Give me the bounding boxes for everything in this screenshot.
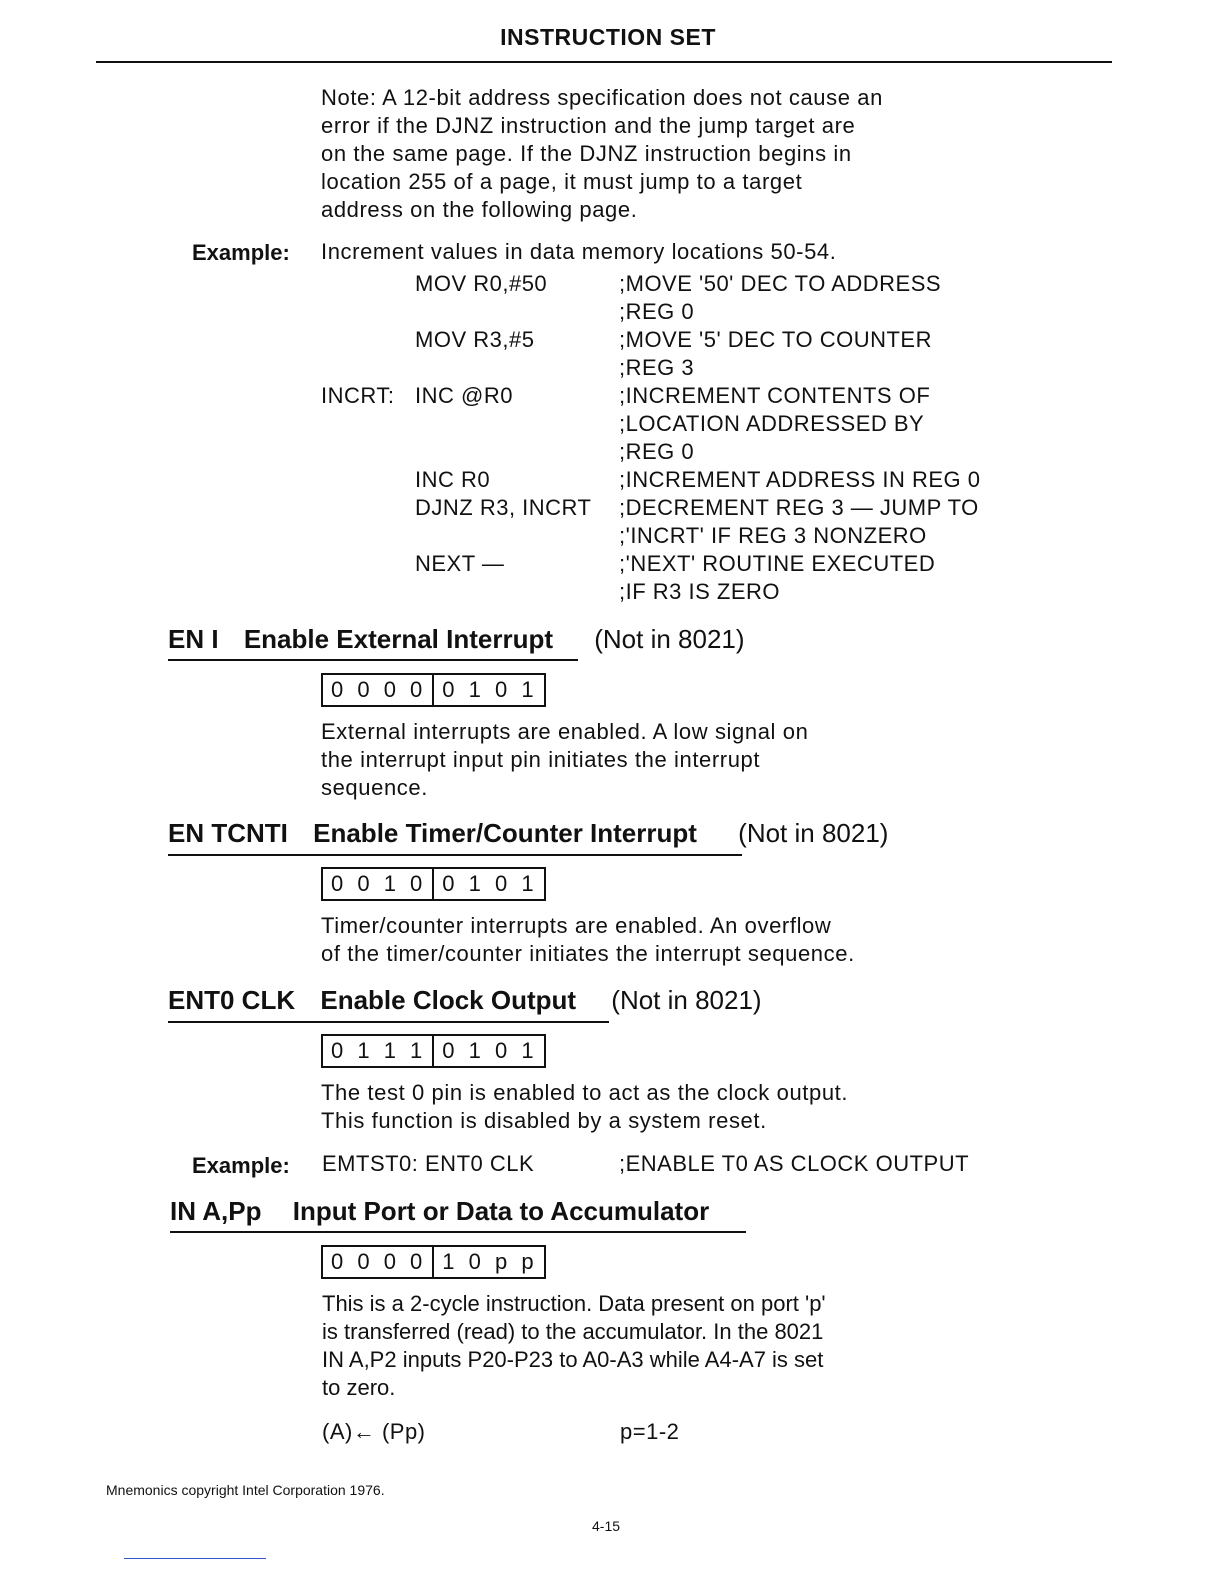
description-line: This function is disabled by a system reset.: [321, 1108, 767, 1133]
heading-underline: [168, 1021, 609, 1023]
description-line: Timer/counter interrupts are enabled. An overflow: [321, 913, 832, 938]
instruction-description: [321, 1079, 848, 1135]
code-comment: ;MOVE '50' DEC TO ADDRESS: [619, 271, 942, 296]
opcode-high-nibble: 0 0 1 0: [331, 871, 427, 896]
code-instr: MOV R3,#5: [415, 327, 535, 352]
formula-operation: (A)← (Pp): [322, 1419, 426, 1444]
header-divider: [96, 61, 1112, 63]
code-instr: NEXT —: [415, 551, 505, 576]
instruction-heading: [168, 624, 745, 655]
opcode-high-nibble: 0 0 0 0: [331, 677, 427, 702]
note-line: location 255 of a page, it must jump to a target: [321, 169, 803, 194]
opcode-low-nibble: 0 1 0 1: [432, 869, 543, 899]
example-intro: Increment values in data memory locations 50-54.: [321, 239, 837, 264]
formula-range: p=1-2: [620, 1419, 680, 1444]
code-comment: ;'NEXT' ROUTINE EXECUTED: [619, 551, 936, 576]
copyright-note: Mnemonics copyright Intel Corporation 1976.: [106, 1482, 385, 1498]
note-line: on the same page. If the DJNZ instruction begins in: [321, 141, 852, 166]
instruction-description: [321, 718, 808, 802]
instruction-description: [322, 1290, 826, 1402]
description-line: the interrupt input pin initiates the interrupt: [321, 747, 761, 772]
opcode-box: [321, 673, 546, 707]
opcode-low-nibble: 0 1 0 1: [432, 675, 543, 705]
instruction-mnemonic: IN A,Pp: [170, 1196, 262, 1226]
code-comment: ;REG 0: [619, 439, 695, 464]
opcode-high-nibble: 0 0 0 0: [331, 1249, 427, 1274]
note-line: error if the DJNZ instruction and the jump target are: [321, 113, 856, 138]
code-comment: ;LOCATION ADDRESSED BY: [619, 411, 925, 436]
instruction-mnemonic: EN I: [168, 624, 219, 654]
code-label: INCRT:: [321, 383, 395, 408]
code-instr: EMTST0: ENT0 CLK: [322, 1151, 535, 1176]
description-line: is transferred (read) to the accumulator. In the 8021: [322, 1319, 824, 1344]
heading-underline: [168, 659, 578, 661]
availability-note: (Not in 8021): [611, 985, 762, 1015]
description-line: The test 0 pin is enabled to act as the clock output.: [321, 1080, 849, 1105]
page-title: INSTRUCTION SET: [500, 24, 716, 50]
instruction-mnemonic: ENT0 CLK: [168, 985, 296, 1015]
instruction-mnemonic: EN TCNTI: [168, 818, 288, 848]
opcode-high-nibble: 0 1 1 1: [331, 1038, 427, 1063]
note-paragraph: [321, 84, 883, 224]
heading-underline: [168, 854, 742, 856]
instruction-heading: [170, 1196, 709, 1227]
opcode-box: [321, 867, 546, 901]
footer-rule: [124, 1558, 266, 1559]
code-comment: ;INCREMENT ADDRESS IN REG 0: [619, 467, 981, 492]
instruction-title: Input Port or Data to Accumulator: [292, 1196, 710, 1226]
description-line: External interrupts are enabled. A low signal on: [321, 719, 809, 744]
description-line: This is a 2-cycle instruction. Data present on port 'p': [322, 1291, 826, 1316]
code-comment: ;DECREMENT REG 3 — JUMP TO: [619, 495, 979, 520]
heading-underline: [170, 1231, 746, 1233]
instruction-title: Enable Timer/Counter Interrupt: [313, 818, 697, 848]
code-comment: ;INCREMENT CONTENTS OF: [619, 383, 931, 408]
description-line: IN A,P2 inputs P20-P23 to A0-A3 while A4-A7 is set: [322, 1347, 824, 1372]
availability-note: (Not in 8021): [738, 818, 889, 848]
example-label: Example:: [192, 1153, 290, 1178]
code-comment: ;'INCRT' IF REG 3 NONZERO: [619, 523, 927, 548]
availability-note: (Not in 8021): [594, 624, 745, 654]
instruction-title: Enable External Interrupt: [243, 624, 553, 654]
code-comment: ;MOVE '5' DEC TO COUNTER: [619, 327, 932, 352]
opcode-box: [321, 1034, 546, 1068]
code-instr: INC R0: [415, 467, 491, 492]
instruction-title: Enable Clock Output: [320, 985, 577, 1015]
description-line: to zero.: [322, 1375, 396, 1400]
example-label: Example:: [192, 240, 290, 265]
instruction-heading: [168, 818, 888, 849]
opcode-low-nibble: 1 0 p p: [432, 1247, 543, 1277]
code-comment: ;ENABLE T0 AS CLOCK OUTPUT: [619, 1151, 970, 1176]
opcode-low-nibble: 0 1 0 1: [432, 1036, 543, 1066]
code-instr: DJNZ R3, INCRT: [415, 495, 592, 520]
description-line: of the timer/counter initiates the interrupt sequence.: [321, 941, 855, 966]
code-comment: ;REG 0: [619, 299, 695, 324]
description-line: sequence.: [321, 775, 428, 800]
opcode-box: [321, 1245, 546, 1279]
code-comment: ;REG 3: [619, 355, 695, 380]
code-instr: MOV R0,#50: [415, 271, 548, 296]
note-line: address on the following page.: [321, 197, 638, 222]
page-number: 4-15: [592, 1518, 621, 1534]
code-comment: ;IF R3 IS ZERO: [619, 579, 781, 604]
instruction-heading: [168, 985, 762, 1016]
code-instr: INC @R0: [415, 383, 513, 408]
instruction-description: [321, 912, 855, 968]
note-line: Note: A 12-bit address specification does not cause an: [321, 85, 883, 110]
